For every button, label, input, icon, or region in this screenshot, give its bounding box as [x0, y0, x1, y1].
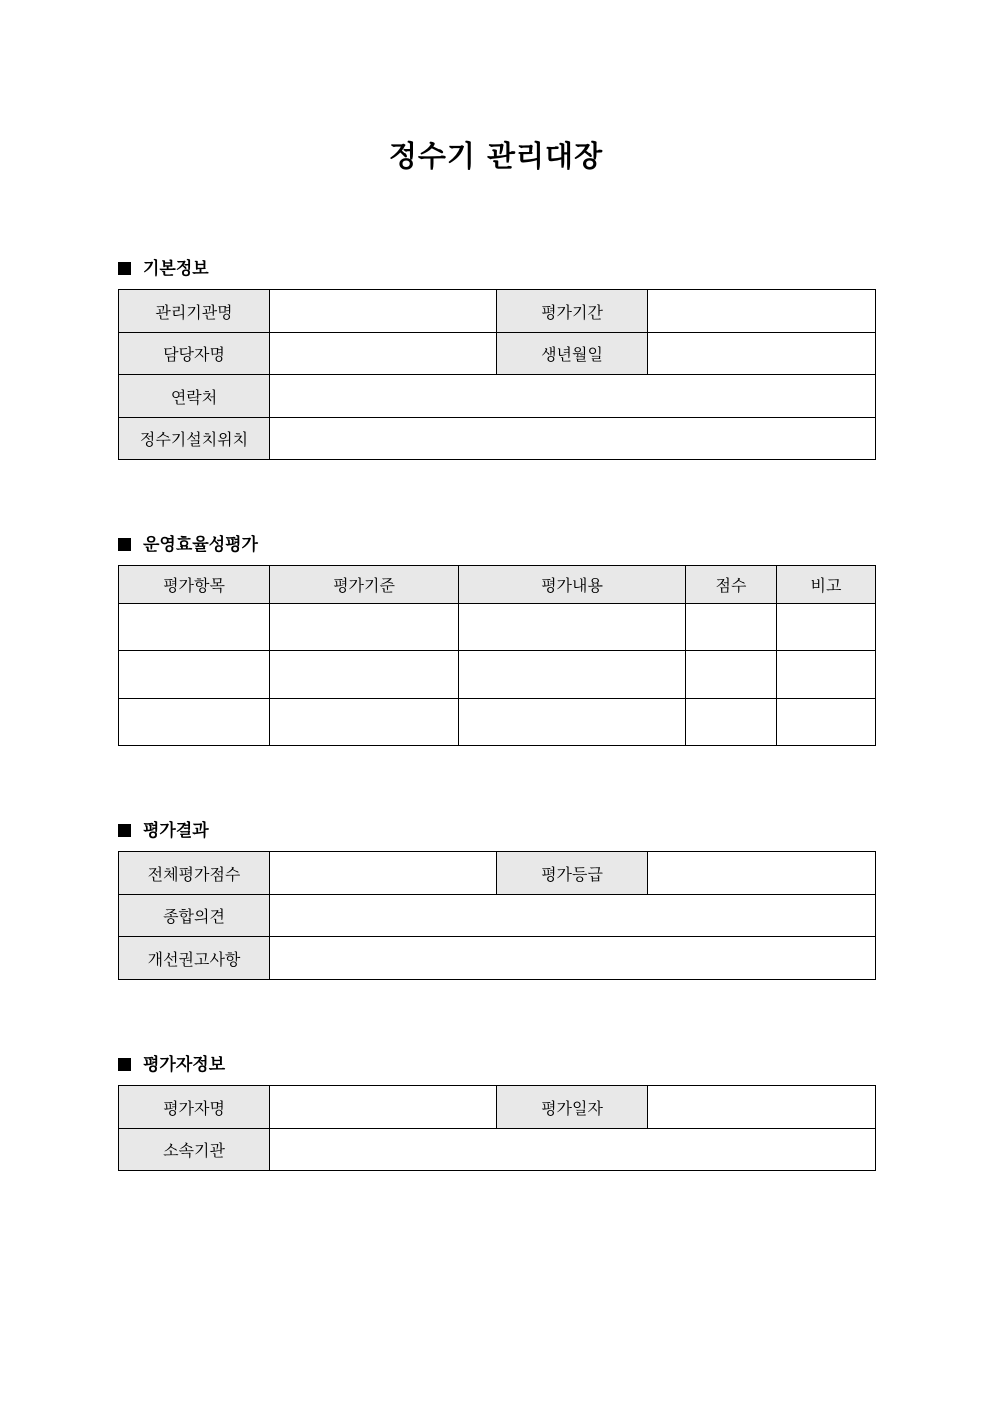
table-header-row: [119, 566, 876, 604]
remarks-cell[interactable]: [777, 604, 876, 651]
section-heading-basic-text: 기본정보: [143, 259, 209, 279]
section-heading-efficiency-text: 운영효율성평가: [143, 535, 258, 555]
table-row: [119, 852, 876, 895]
manager-field[interactable]: [270, 333, 497, 375]
location-field[interactable]: [270, 418, 876, 460]
section-heading-result-text: 평가결과: [143, 821, 209, 841]
table-row: [119, 1129, 876, 1171]
location-label: 정수기설치위치: [119, 418, 270, 460]
contact-field[interactable]: [270, 375, 876, 418]
item-cell[interactable]: [119, 651, 270, 699]
grade-field[interactable]: [648, 852, 876, 895]
section-heading-evaluator: [118, 1050, 225, 1075]
remarks-cell[interactable]: [777, 699, 876, 746]
section-heading-basic: [118, 254, 209, 279]
grade-label: 평가등급: [497, 852, 648, 895]
table-row: [119, 333, 876, 375]
result-table: [118, 851, 876, 980]
org-name-field[interactable]: [270, 290, 497, 333]
score-cell[interactable]: [686, 699, 777, 746]
table-row: [119, 699, 876, 746]
org-name-label: 관리기관명: [119, 290, 270, 333]
table-row: [119, 895, 876, 937]
eval-period-field[interactable]: [648, 290, 876, 333]
criteria-cell[interactable]: [270, 699, 459, 746]
total-score-label: 전체평가점수: [119, 852, 270, 895]
total-score-field[interactable]: [270, 852, 497, 895]
improvement-field[interactable]: [270, 937, 876, 980]
opinion-label: 종합의견: [119, 895, 270, 937]
affiliation-label: 소속기관: [119, 1129, 270, 1171]
column-header-remarks: 비고: [777, 566, 876, 604]
manager-label: 담당자명: [119, 333, 270, 375]
eval-date-field[interactable]: [648, 1086, 876, 1129]
column-header-criteria: 평가기준: [270, 566, 459, 604]
table-row: [119, 651, 876, 699]
item-cell[interactable]: [119, 604, 270, 651]
criteria-cell[interactable]: [270, 651, 459, 699]
square-bullet-icon: [118, 824, 131, 837]
criteria-cell[interactable]: [270, 604, 459, 651]
improvement-label: 개선권고사항: [119, 937, 270, 980]
content-cell[interactable]: [459, 651, 686, 699]
table-row: [119, 418, 876, 460]
column-header-content: 평가내용: [459, 566, 686, 604]
evaluator-name-field[interactable]: [270, 1086, 497, 1129]
table-row: [119, 1086, 876, 1129]
score-cell[interactable]: [686, 604, 777, 651]
column-header-score: 점수: [686, 566, 777, 604]
contact-label: 연락처: [119, 375, 270, 418]
section-heading-evaluator-text: 평가자정보: [143, 1055, 226, 1075]
content-cell[interactable]: [459, 699, 686, 746]
section-heading-result: [118, 816, 209, 841]
square-bullet-icon: [118, 1058, 131, 1071]
item-cell[interactable]: [119, 699, 270, 746]
table-row: [119, 937, 876, 980]
eval-date-label: 평가일자: [497, 1086, 648, 1129]
section-heading-efficiency: [118, 530, 258, 555]
table-row: [119, 604, 876, 651]
table-row: [119, 290, 876, 333]
content-cell[interactable]: [459, 604, 686, 651]
square-bullet-icon: [118, 538, 131, 551]
eval-period-label: 평가기간: [497, 290, 648, 333]
efficiency-table: [118, 565, 876, 746]
remarks-cell[interactable]: [777, 651, 876, 699]
square-bullet-icon: [118, 262, 131, 275]
birth-label: 생년월일: [497, 333, 648, 375]
birth-field[interactable]: [648, 333, 876, 375]
affiliation-field[interactable]: [270, 1129, 876, 1171]
evaluator-table: [118, 1085, 876, 1171]
basic-info-table: [118, 289, 876, 460]
column-header-item: 평가항목: [119, 566, 270, 604]
opinion-field[interactable]: [270, 895, 876, 937]
score-cell[interactable]: [686, 651, 777, 699]
document-title: 정수기 관리대장: [388, 139, 604, 173]
evaluator-name-label: 평가자명: [119, 1086, 270, 1129]
table-row: [119, 375, 876, 418]
